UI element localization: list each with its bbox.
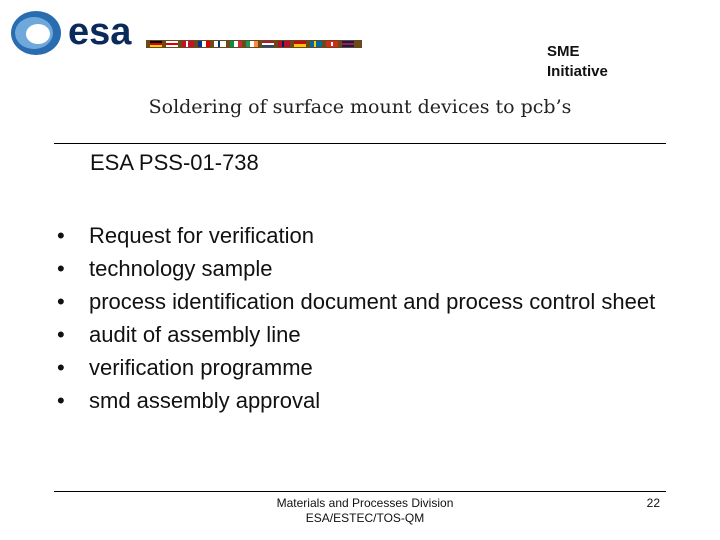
list-item [57, 384, 657, 417]
footer-text [250, 496, 480, 526]
bullet-text: audit of assembly line [89, 322, 301, 347]
bullet-text: process identification document and process control sheet [89, 289, 656, 314]
list-item [57, 285, 657, 318]
bullet-icon: • [57, 223, 65, 248]
list-item [57, 219, 657, 252]
sme-line1: SME [547, 43, 580, 60]
bullet-text: technology sample [89, 256, 273, 281]
header-divider [54, 143, 666, 144]
bullet-icon: • [57, 355, 65, 380]
bullet-text: smd assembly approval [89, 388, 321, 413]
bullet-icon: • [57, 256, 65, 281]
bullet-icon: • [57, 388, 65, 413]
slide-subtitle: ESA PSS-01-738 [90, 150, 259, 175]
page-number: 22 [646, 496, 660, 510]
sme-line2: Initiative [547, 63, 608, 80]
slide-title: Soldering of surface mount devices to pcb’s [148, 96, 572, 118]
bullet-list [57, 219, 657, 417]
list-item [57, 318, 657, 351]
bullet-text: verification programme [89, 355, 313, 380]
esa-logo [8, 6, 368, 60]
list-item [57, 351, 657, 384]
esa-logo-text: esa [68, 11, 132, 53]
footer-line2: ESA/ESTEC/TOS-QM [305, 511, 425, 525]
footer-line1: Materials and Processes Division [276, 496, 454, 510]
footer-divider [54, 491, 666, 492]
bullet-icon: • [57, 289, 65, 314]
bullet-icon: • [57, 322, 65, 347]
sme-initiative-label [547, 42, 608, 82]
bullet-text: Request for verification [89, 223, 314, 248]
list-item [57, 252, 657, 285]
